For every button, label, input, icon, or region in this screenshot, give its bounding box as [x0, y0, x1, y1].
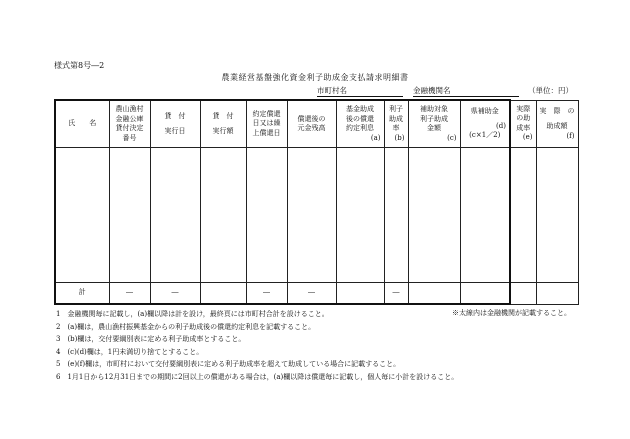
- body-cell[interactable]: [109, 148, 150, 283]
- body-cell[interactable]: [536, 148, 578, 283]
- statement-table: [54, 99, 579, 305]
- body-cell[interactable]: [408, 148, 460, 283]
- total-dash: ―: [384, 283, 408, 305]
- body-cell[interactable]: [246, 148, 287, 283]
- col-f-header: 実 際 の 助成額 (f): [536, 100, 578, 148]
- body-cell[interactable]: [336, 148, 384, 283]
- note-item: 5 (e)(f)欄は，市町村において交付要綱別表に定める利子助成率を超えて助成している場合に記載すること。: [56, 360, 401, 368]
- col-loan-number-header: 農山漁村 金融公庫 貸付決定 番号: [109, 100, 150, 148]
- body-row: [55, 148, 578, 283]
- total-dash: ―: [109, 283, 150, 305]
- col-balance-header: 償還後の 元金残高: [287, 100, 336, 148]
- total-dash: ―: [150, 283, 200, 305]
- col-repayment-date-header: 約定償還 日又は繰 上償還日: [246, 100, 287, 148]
- body-cell[interactable]: [200, 148, 246, 283]
- col-a-header: 基金助成 後の償還 約定利息 (a): [336, 100, 384, 148]
- note-item: 3 (b)欄は，交付要綱別表に定める利子助成率とすること。: [56, 335, 246, 343]
- notes-list: [56, 308, 458, 383]
- institution-underline: [413, 96, 519, 97]
- form-number: 様式第8号―2: [54, 61, 105, 70]
- note-item: 2 (a)欄は，農山漁村振興基金からの利子助成後の償還約定利息を記載すること。: [56, 322, 316, 331]
- note-item: 4 (c)(d)欄は，1円未満切り捨てとすること。: [56, 347, 204, 356]
- total-dash: ―: [246, 283, 287, 305]
- col-loan-amount-header: 貸 付 実行額: [200, 100, 246, 148]
- total-dash: ―: [287, 283, 336, 305]
- note-item: 1 金融機関毎に記載し，(a)欄以降は計を設け，最終頁には市町村合計を設けること。: [56, 310, 329, 318]
- body-cell[interactable]: [460, 148, 510, 283]
- municipality-underline: [317, 96, 403, 97]
- col-d-header: 県補助金 (d) (c×1／2): [460, 100, 510, 148]
- total-cell[interactable]: [460, 283, 510, 305]
- institution-label: 金融機関名: [413, 86, 451, 95]
- total-cell[interactable]: [336, 283, 384, 305]
- col-loan-date-header: 貸 付 実行日: [150, 100, 200, 148]
- col-b-header: 利子 助成 率 (b): [384, 100, 408, 148]
- col-name-header: 氏 名: [55, 100, 109, 148]
- document-title: 農業経営基盤強化資金利子助成金支払請求明細書: [221, 73, 409, 82]
- body-cell[interactable]: [150, 148, 200, 283]
- body-cell[interactable]: [384, 148, 408, 283]
- total-cell[interactable]: [408, 283, 460, 305]
- body-cell[interactable]: [287, 148, 336, 283]
- note-item: 6 1月1日から12月31日までの期間に2回以上の償還がある場合は，(a)欄以降は償還毎に記載し，個人毎に小計を設けること。: [56, 372, 459, 381]
- municipality-label: 市町村名: [317, 86, 347, 95]
- total-cell[interactable]: [200, 283, 246, 305]
- total-label: 計: [55, 283, 109, 305]
- col-e-header: 実際 の助 成率 (e): [510, 100, 536, 148]
- total-cell[interactable]: [510, 283, 536, 305]
- unit-label: （単位：円）: [528, 86, 573, 95]
- total-cell[interactable]: [536, 283, 578, 305]
- col-c-header: 補助対象 利子助成 金額 (c): [408, 100, 460, 148]
- total-row: [55, 283, 578, 305]
- header-row: [55, 100, 578, 148]
- body-cell[interactable]: [510, 148, 536, 283]
- body-cell[interactable]: [55, 148, 109, 283]
- thick-border-note: ※太線内は金融機関が記載すること。: [452, 309, 571, 317]
